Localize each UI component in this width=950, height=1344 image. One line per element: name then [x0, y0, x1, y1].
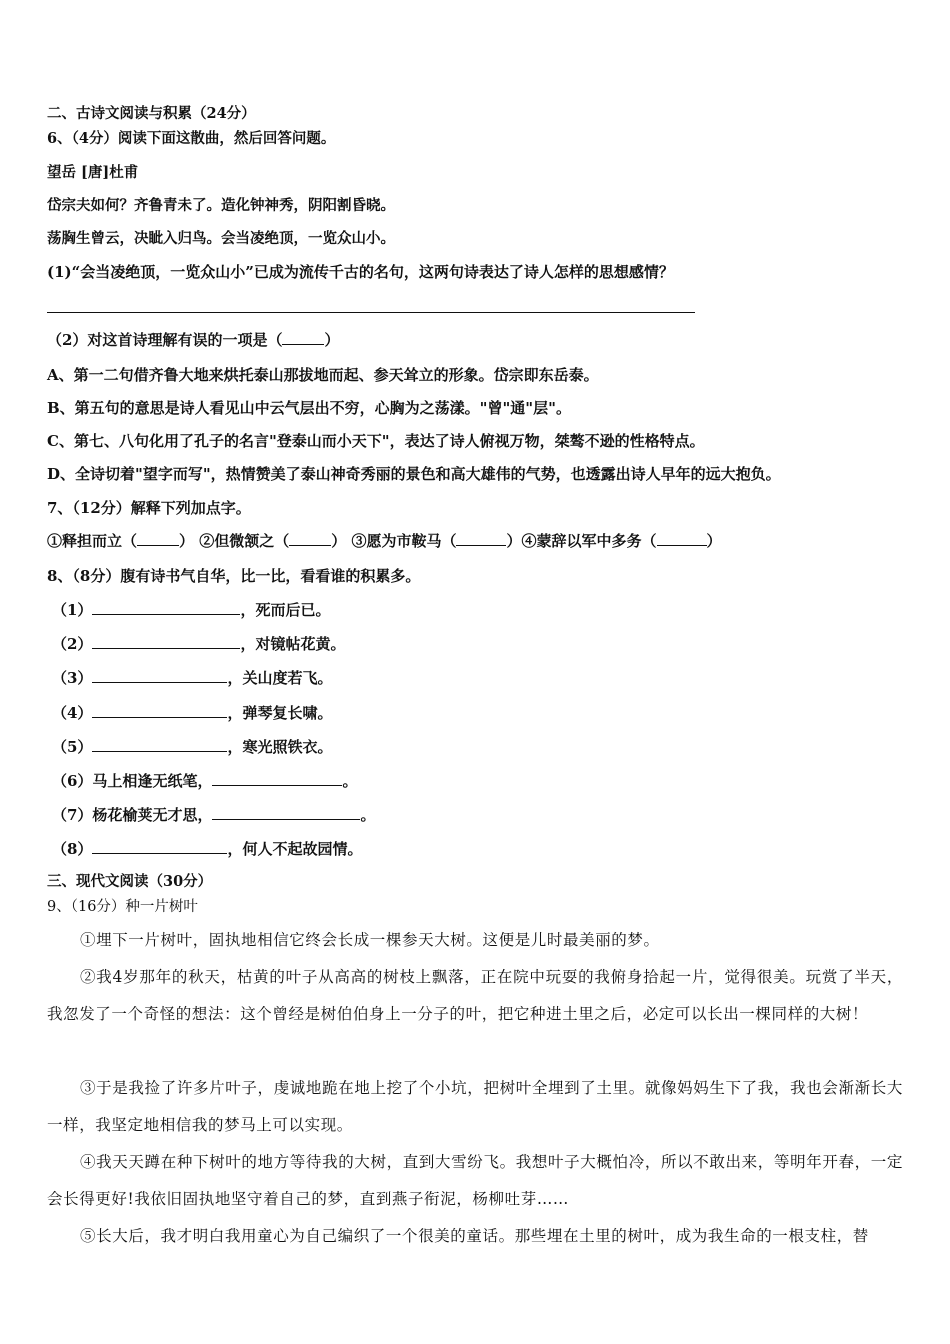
q7-close: ）: [706, 532, 722, 550]
q6-sub2-blank[interactable]: [282, 330, 324, 345]
passage-paragraph-4: ④我天天蹲在种下树叶的地方等待我的大树，直到大雪纷飞。我想叶子大概怕冷，所以不敢出来，等明年开春，一定会长得更好!我依旧固执地坚守着自己的梦，直到燕子衔泥，杨柳吐芽……: [47, 1153, 903, 1208]
option-a: A、第一二句借齐鲁大地来烘托泰山那拔地而起、参天耸立的形象。岱宗即东岳泰。: [47, 366, 599, 384]
poem-line-1: 岱宗夫如何？齐鲁青未了。造化钟神秀，阴阳割昏晓。: [47, 197, 395, 214]
q7-item-4: ）④蒙辞以军中多务（: [506, 532, 657, 550]
q8-item-5-num: （5）: [52, 738, 93, 756]
q8-item-3: [52, 668, 332, 688]
q8-item-6-text: （6）马上相逢无纸笔，: [52, 772, 213, 790]
passage-paragraph-5: ⑤长大后，我才明白我用童心为自己编织了一个很美的童话。那些埋在土里的树叶，成为我生命的一根支柱，替: [80, 1227, 869, 1245]
q8-blank-1[interactable]: [92, 600, 240, 615]
passage-paragraph-3: ③于是我捡了许多片叶子，虔诚地跪在地上挖了个小坑，把树叶全埋到了土里。就像妈妈生下了我，我也会渐渐长大一样，我坚定地相信我的梦马上可以实现。: [47, 1079, 903, 1134]
q6-sub2-suffix: ）: [324, 331, 340, 349]
q8-stem: 8、（8分）腹有诗书气自华，比一比，看看谁的积累多。: [47, 567, 421, 585]
q8-item-4-num: （4）: [52, 704, 93, 722]
q8-blank-7[interactable]: [212, 805, 360, 820]
q8-item-3-num: （3）: [52, 669, 93, 687]
poem-line-2: 荡胸生曾云，决眦入归鸟。会当凌绝顶，一览众山小。: [47, 230, 395, 247]
q8-blank-8[interactable]: [92, 839, 227, 854]
q8-item-7-text: （7）杨花榆荚无才思，: [52, 806, 213, 824]
section2-heading: 二、古诗文阅读与积累（24分）: [47, 105, 256, 122]
q8-item-5: [52, 737, 332, 757]
q7-blank-4[interactable]: [657, 531, 707, 546]
q8-item-7-end: 。: [360, 806, 376, 824]
q7-blank-3[interactable]: [456, 531, 506, 546]
poem-title: 望岳 [唐]杜甫: [47, 164, 139, 181]
passage-paragraph-1: ①埋下一片树叶，固执地相信它终会长成一棵参天大树。这便是儿时最美丽的梦。: [80, 931, 660, 949]
q8-item-8: [52, 839, 362, 859]
q6-sub2: [47, 330, 339, 350]
q8-blank-4[interactable]: [92, 703, 227, 718]
q7-item-2: ） ②但微颔之（: [179, 532, 290, 550]
q7-item-3: ） ③愿为市鞍马（: [331, 532, 457, 550]
option-c: C、第七、八句化用了孔子的名言"登泰山而小天下"，表达了诗人俯视万物，桀骜不逊的性格特点。: [47, 432, 705, 450]
section3-heading: 三、现代文阅读（30分）: [47, 873, 213, 890]
q8-item-8-text: ，何人不起故园情。: [227, 840, 363, 858]
q8-item-4-text: ，弹琴复长啸。: [227, 704, 333, 722]
q8-item-2-num: （2）: [52, 635, 93, 653]
q8-item-1: [52, 600, 330, 620]
q8-item-8-num: （8）: [52, 840, 93, 858]
q8-blank-5[interactable]: [92, 737, 227, 752]
q8-blank-6[interactable]: [212, 771, 342, 786]
option-b: B、第五句的意思是诗人看见山中云气层出不穷，心胸为之荡漾。"曾"通"层"。: [47, 399, 571, 417]
q8-item-5-text: ，寒光照铁衣。: [227, 738, 333, 756]
passage-paragraph-2: ②我4岁那年的秋天，枯黄的叶子从高高的树枝上飘落，正在院中玩耍的我俯身拾起一片，觉得很美。玩赏了半天，我忽发了一个奇怪的想法：这个曾经是树伯伯身上一分子的叶，把它种进土里之后，必定可以长出一棵同样的大树！: [47, 968, 903, 1023]
q6-sub2-prefix: （2）对这首诗理解有误的一项是（: [47, 331, 283, 349]
q6-sub1: (1)“会当凌绝顶，一览众山小”已成为流传千古的名句，这两句诗表达了诗人怎样的思想感情？: [47, 263, 674, 281]
q7-items: [47, 531, 722, 551]
q8-blank-3[interactable]: [92, 668, 227, 683]
q8-item-6-end: 。: [342, 772, 358, 790]
q8-item-4: [52, 703, 332, 723]
q8-item-1-num: （1）: [52, 601, 93, 619]
q7-stem: 7、（12分）解释下列加点字。: [47, 499, 251, 517]
q7-blank-2[interactable]: [289, 531, 331, 546]
q8-item-2: [52, 634, 345, 654]
q7-item-1: ①释担而立（: [47, 532, 138, 550]
q8-item-7: [52, 805, 375, 825]
q8-item-2-text: ，对镜帖花黄。: [240, 635, 346, 653]
q8-item-6: [52, 771, 357, 791]
q8-item-3-text: ，关山度若飞。: [227, 669, 333, 687]
answer-line[interactable]: [47, 312, 695, 313]
q7-blank-1[interactable]: [137, 531, 179, 546]
q9-stem: 9、（16分）种一片树叶: [47, 899, 198, 915]
q8-blank-2[interactable]: [92, 634, 240, 649]
q6-stem: 6、（4分）阅读下面这散曲，然后回答问题。: [47, 130, 336, 147]
option-d: D、全诗切着"望字而写"，热情赞美了泰山神奇秀丽的景色和高大雄伟的气势，也透露出诗人早年的远大抱负。: [47, 465, 781, 483]
q8-item-1-text: ，死而后已。: [240, 601, 331, 619]
